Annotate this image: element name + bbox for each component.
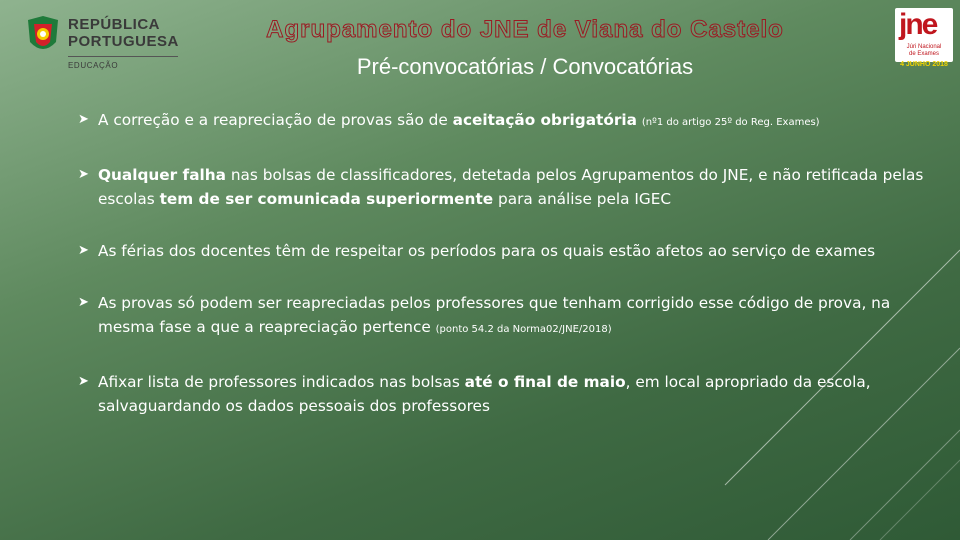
arrow-bullet-icon: ➤ (78, 243, 89, 258)
bullet-bold-text: aceitação obrigatória (452, 111, 637, 129)
arrow-bullet-icon: ➤ (78, 112, 89, 127)
logo-left-line2: PORTUGUESA (68, 33, 179, 50)
logo-left-line1: REPÚBLICA (68, 16, 161, 33)
logo-left-subtext: EDUCAÇÃO (68, 61, 119, 70)
jne-logo-text (897, 44, 951, 58)
jne-logo-date: 4 JUNHO 2018 (900, 61, 948, 68)
bullet-bold-text: tem de ser comunicada superiormente (159, 190, 494, 208)
bullet-item (80, 239, 930, 263)
jne-logo-mark: jne (899, 8, 937, 41)
bullet-text: para análise pela IGEC (493, 190, 672, 208)
slide-subtitle: Pré-convocatórias / Convocatórias (356, 54, 694, 79)
bullet-reference: (ponto 54.2 da Norma02/JNE/2018) (435, 324, 612, 335)
bullet-text: Afixar lista de professores indicados nas bolsas (98, 373, 465, 391)
bullet-bold-text: até o final de maio (464, 373, 626, 391)
bullet-text: A correção e a reapreciação de provas são de (98, 111, 453, 129)
bullet-list (80, 108, 930, 446)
bullet-item (80, 370, 930, 418)
arrow-bullet-icon: ➤ (78, 295, 89, 310)
bullet-bold-text: Qualquer falha (98, 166, 226, 184)
bullet-item (80, 163, 930, 211)
jne-logo-line1: Júri Nacional (906, 44, 942, 50)
bullet-text: As provas só podem ser reapreciadas pelos professores que tenham corrigido esse código de prova, na mesma fase a que a reapreciação pertence (98, 294, 891, 336)
slide-title: Agrupamento do JNE de Viana do Castelo (266, 16, 784, 43)
bullet-text: As férias dos docentes têm de respeitar os períodos para os quais estão afetos ao serviço de exames (98, 242, 876, 260)
arrow-bullet-icon: ➤ (78, 374, 89, 389)
bullet-item (80, 108, 930, 135)
bullet-item (80, 291, 930, 342)
bullet-text: , em local apropriado da escola, salvaguardando os dados pessoais dos professores (98, 373, 871, 415)
arrow-bullet-icon: ➤ (78, 167, 89, 182)
bullet-text: nas bolsas de classificadores, detetada pelos Agrupamentos do JNE, e não retificada pelas escolas (98, 166, 924, 208)
jne-logo (895, 8, 953, 62)
jne-logo-line2: de Exames (908, 51, 939, 57)
bullet-reference: (nº1 do artigo 25º do Reg. Exames) (641, 117, 820, 128)
